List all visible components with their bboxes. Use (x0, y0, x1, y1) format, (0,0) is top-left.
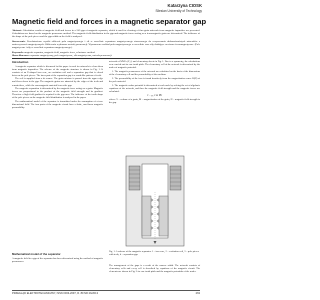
separator-scheme-drawing (122, 152, 188, 250)
keywords-en-text: magnetic separator, magnetic field, magnetic force, reluctance method. (24, 51, 96, 54)
abstract-pl (12, 40, 200, 49)
footer-journal: PRZEGLĄD ELEKTROTECHNICZNY, ISSN 0033-2097, R. 89 NR 2b/2013 (12, 292, 99, 295)
keywords-pl-label: Słowa kluczowe: (12, 54, 30, 57)
left-column (12, 60, 103, 110)
page-footer (12, 290, 200, 295)
abstract-en (12, 29, 200, 38)
header-divider (12, 58, 200, 59)
abstract-en-label: Abstract. (12, 29, 22, 32)
abstract-pl-text: Przedstawiono wyniki obliczeń pola magnetycznego i sił w szczelinie separatora magnetycznego stosowanego do oczyszczania drobnoziarnistych minerałów z zanieczyszczeń magnetycznych. Obliczenia wykonano metodą permeancji. Wyznaczono rozkład pola magnetycznego w szczelinie oraz siły działające na ziarno ferromagnetyczne. (Pole magnetyczne i siły w szczelinie separatora magnetycznego). (12, 40, 201, 50)
left-column-bottom (12, 252, 103, 263)
section-heading-model: Mathematical model of the separator (12, 252, 61, 256)
paragraph: 3. The magnetic scalar potential is determined at each node by solving the set of algebraic equations of the network, and then the magnetic field strength and the magnetic forces are calculated. (109, 83, 200, 93)
author-affiliation: Silesian University of Technology (155, 8, 202, 13)
author-name: Katarzyna CIOSK (167, 3, 202, 8)
equation: F = μ₀ V M ∇H (146, 93, 163, 97)
figure-caption: Fig. 1. A scheme of the magnetic separator: 1 – iron core, 2 – excitation coil, 3 – pole pieces with teeth, 4 – separation gap (109, 250, 199, 256)
right-column-bottom (109, 264, 200, 274)
keywords-pl (12, 54, 200, 57)
paragraph: The arrangement of the gaps is a result of the narrow width. The network consists of elementary cells and every cell is described by equations of the magnetic circuit. The elements are shown in Fig. 2 for one tooth pitch and the magnetic potentials of the nodes. (109, 264, 200, 274)
paragraph: A magnetic separator which is discussed in this paper is used for minerals to clean them from magnetic impurities. The scheme of the magnetic structure is shown in Fig. 1. It consists of an U-shaped iron core, an excitation coil and a separation gap that is closed between the pole pieces. The inner part of the separation gap is a comb-like pattern of teeth. (12, 64, 103, 77)
paper-title: Magnetic field and forces in a magnetic separator gap (12, 17, 207, 26)
paragraph: where: V – volume of a grain, M – magnetization of the grain, H – magnetic field strength in the gap. (109, 97, 200, 104)
paragraph: The mathematical model of the separator is formulated under the assumption of a two-dimensional field. The iron parts of the magnetic circuit have a finite, non-linear magnetic permeability. (12, 100, 103, 110)
paragraph: The magnetic separation is determined by the magnetic force acting on a grain. Magnetic forces are proportional to the product of the magnetic field strength and its gradient. Therefore a high field gradient is required in the gap area. The influence of the tooth shape of the pole pieces on the magnetic field distribution is analysed in the paper. (12, 87, 103, 100)
abstract-en-text: Calculation results of magnetic field and forces in a 2-D gap of magnetic separator, which is used for cleaning of fine-grain minerals from magnetic impurities are presented. Calculations are based on the magnetic permeance method. The magnetic field distribution in the gap and magnetic forces acting on a ferromagnetic grain are determined. The influence of the shape of the pole pieces and the gap width on the field is analysed. (12, 29, 200, 39)
paragraph: A magnetic field in a gap of the separator has been determined using the method of magnetic permeances. (12, 256, 103, 263)
paragraph: 2. The permeability of the iron is found iteratively from the magnetization curve B(H) of the pole material. (109, 76, 200, 83)
paragraph: network of MVPs (P_i) and elementary sheets in Fig. 1. Due to a symmetry, the calculations were carried out for one tooth pitch. The elementary cell of the network is determined by the nodes of magnetic potential. (109, 60, 200, 70)
paragraph: 1. The magnetic permeances of the network are calculated on the basis of the dimensions of the elementary cell and the permeability of the medium. (109, 69, 200, 76)
keywords-pl-text: separator magnetyczny, pole magnetyczne, siła magnetyczna, metoda permeancji. (30, 54, 113, 57)
abstract-pl-label: Streszczenie. (12, 40, 26, 43)
separator-figure (122, 152, 188, 250)
pole-piece-left (142, 196, 151, 236)
right-column (109, 60, 200, 104)
section-heading-introduction: Introduction (12, 60, 29, 64)
paragraph: The coil is supplied from a dc source. The grain mixture is poured from the upper edge and flows down in the gap. The magnetic grains are attracted by the edges of the teeth and remain there, while the non-magnetic material leaves the gap. (12, 77, 103, 87)
page-number: 263 (195, 292, 200, 295)
pole-piece-right (159, 196, 168, 236)
author-block (155, 4, 202, 13)
keywords-en-label: Keywords: (12, 51, 24, 54)
